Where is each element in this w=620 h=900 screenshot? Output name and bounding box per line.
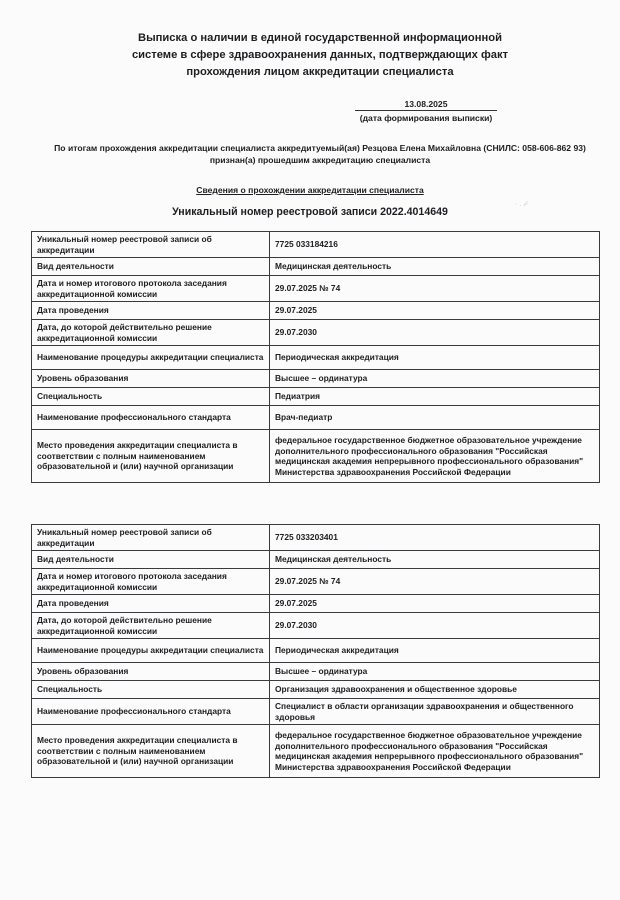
table-row [32, 406, 600, 430]
row-label: Наименование профессионального стандарта [32, 406, 270, 430]
row-value: Специалист в области организации здравоохранения и общественного здоровья [270, 699, 600, 725]
row-value: 29.07.2025 [270, 302, 600, 320]
row-label: Дата и номер итогового протокола заседания аккредитационной комиссии [32, 569, 270, 595]
table-row [32, 370, 600, 388]
row-value: 7725 033203401 [270, 525, 600, 551]
date-block [355, 99, 497, 123]
row-label: Место проведения аккредитации специалиста в соответствии с полным наименованием образовательной и (или) научной организации [32, 430, 270, 483]
table-row [32, 430, 600, 483]
table-row [32, 639, 600, 663]
table-row [32, 569, 600, 595]
statement-date: 13.08.2025 [355, 99, 497, 111]
row-label: Наименование профессионального стандарта [32, 699, 270, 725]
row-value: Медицинская деятельность [270, 551, 600, 569]
row-value: 29.07.2025 № 74 [270, 569, 600, 595]
row-value: федеральное государственное бюджетное образовательное учреждение дополнительного профессионального образования "Российская медицинская академия непрерывного профессионального образования" Министерства здравоохранения Российской Федерации [270, 430, 600, 483]
table-row [32, 232, 600, 258]
row-value: Высшее – ординатура [270, 370, 600, 388]
row-value: Педиатрия [270, 388, 600, 406]
row-value: 29.07.2025 № 74 [270, 276, 600, 302]
row-label: Место проведения аккредитации специалиста в соответствии с полным наименованием образовательной и (или) научной организации [32, 725, 270, 778]
table-row [32, 525, 600, 551]
row-value: Организация здравоохранения и общественное здоровье [270, 681, 600, 699]
row-value: 29.07.2030 [270, 613, 600, 639]
table-row [32, 276, 600, 302]
row-label: Дата проведения [32, 302, 270, 320]
row-label: Дата и номер итогового протокола заседания аккредитационной комиссии [32, 276, 270, 302]
intro-paragraph: По итогам прохождения аккредитации специалиста аккредитуемый(ая) Резцова Елена Михайловна (СНИЛС: 058-606-862 93) признан(а) прошедшим аккредитацию специалиста [54, 143, 586, 165]
table-row [32, 595, 600, 613]
row-label: Вид деятельности [32, 258, 270, 276]
row-label: Вид деятельности [32, 551, 270, 569]
row-value: 29.07.2030 [270, 320, 600, 346]
accreditation-record-table [31, 524, 600, 778]
row-value: Периодическая аккредитация [270, 639, 600, 663]
table-row [32, 551, 600, 569]
row-value: Медицинская деятельность [270, 258, 600, 276]
table-row [32, 725, 600, 778]
table-row [32, 388, 600, 406]
row-value: федеральное государственное бюджетное образовательное учреждение дополнительного профессионального образования "Российская медицинская академия непрерывного профессионального образования" Министерства здравоохранения Российской Федерации [270, 725, 600, 778]
row-label: Дата проведения [32, 595, 270, 613]
row-label: Уникальный номер реестровой записи об аккредитации [32, 525, 270, 551]
row-value: Периодическая аккредитация [270, 346, 600, 370]
table-row [32, 320, 600, 346]
registry-number: Уникальный номер реестровой записи 2022.4014649 [172, 206, 448, 218]
row-label: Специальность [32, 388, 270, 406]
row-label: Специальность [32, 681, 270, 699]
table-row [32, 302, 600, 320]
table-row [32, 346, 600, 370]
date-caption: (дата формирования выписки) [359, 113, 493, 123]
table-row [32, 699, 600, 725]
row-value: 7725 033184216 [270, 232, 600, 258]
section-heading: Сведения о прохождении аккредитации специалиста [196, 185, 424, 195]
accreditation-record-table [31, 231, 600, 483]
table-row [32, 258, 600, 276]
row-value: Врач-педиатр [270, 406, 600, 430]
row-label: Уникальный номер реестровой записи об аккредитации [32, 232, 270, 258]
row-value: 29.07.2025 [270, 595, 600, 613]
table-row [32, 613, 600, 639]
scan-artifact: · . ·⁄· [515, 201, 529, 208]
document-title: Выписка о наличии в единой государственной информационной системе в сфере здравоохранения данных, подтверждающих факт прохождения лицом аккредитации специалиста [131, 32, 509, 78]
row-label: Уровень образования [32, 663, 270, 681]
table-row [32, 663, 600, 681]
row-label: Уровень образования [32, 370, 270, 388]
row-value: Высшее – ординатура [270, 663, 600, 681]
row-label: Дата, до которой действительно решение аккредитационной комиссии [32, 320, 270, 346]
row-label: Наименование процедуры аккредитации специалиста [32, 346, 270, 370]
table-row [32, 681, 600, 699]
row-label: Дата, до которой действительно решение аккредитационной комиссии [32, 613, 270, 639]
row-label: Наименование процедуры аккредитации специалиста [32, 639, 270, 663]
